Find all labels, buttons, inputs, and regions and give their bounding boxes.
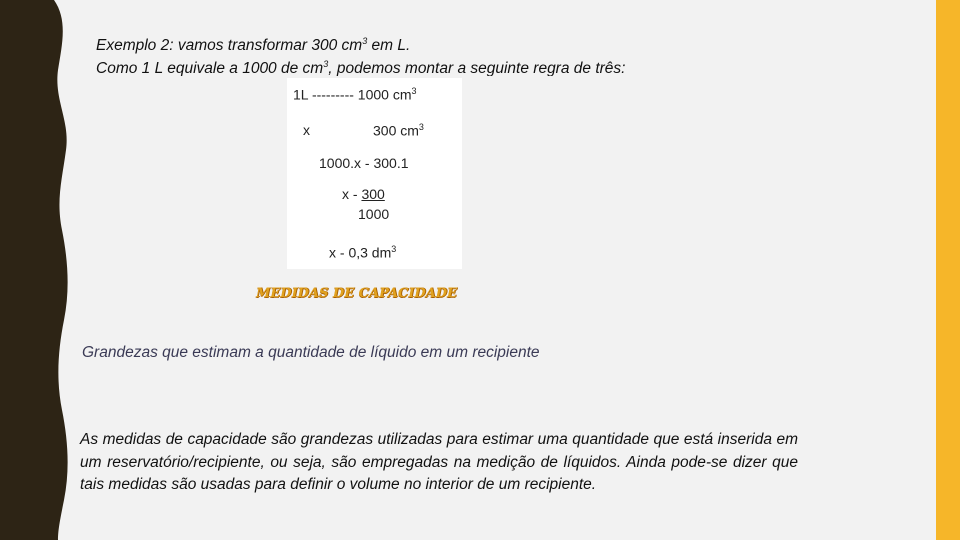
calc-row-5: x - 0,3 $dm^3$ bbox=[329, 244, 397, 261]
left-border-wave bbox=[0, 0, 68, 540]
calc-row-2-left: x bbox=[303, 122, 310, 138]
calc-row-4: x - 300 bbox=[342, 186, 385, 202]
section-subtitle: Grandezas que estimam a quantidade de líquido em um recipiente bbox=[82, 344, 540, 361]
fraction-denominator: 1000 bbox=[358, 206, 390, 222]
accent-right-bar bbox=[936, 0, 960, 540]
calc-row-2-right: 300 $cm^3$ bbox=[373, 122, 424, 139]
example-heading: Exemplo 2: vamos transformar 300 $cm^3$ em L. bbox=[96, 36, 411, 55]
section-title: MEDIDAS DE CAPACIDADE bbox=[256, 286, 457, 301]
calc-row-1: 1L --------- 1000 $cm^3$ bbox=[293, 86, 417, 103]
example-explanation: Como 1 L equivale a 1000 de $cm^3$, podemos montar a seguinte regra de três: bbox=[96, 59, 626, 76]
rule-of-three-image bbox=[287, 78, 462, 269]
body-paragraph: As medidas de capacidade são grandezas utilizadas para estimar uma quantidade que está inserida em um reservatório/recipiente, ou seja, são empregadas na medição de líquidos. Ainda pode-se dizer que tais medidas são usadas para definir o volume no interior de um recipiente. bbox=[80, 431, 798, 493]
calc-row-3: 1000.x - 300.1 bbox=[319, 155, 409, 171]
fraction-numerator: 300 bbox=[361, 186, 385, 202]
decorative-left-border bbox=[0, 0, 72, 540]
